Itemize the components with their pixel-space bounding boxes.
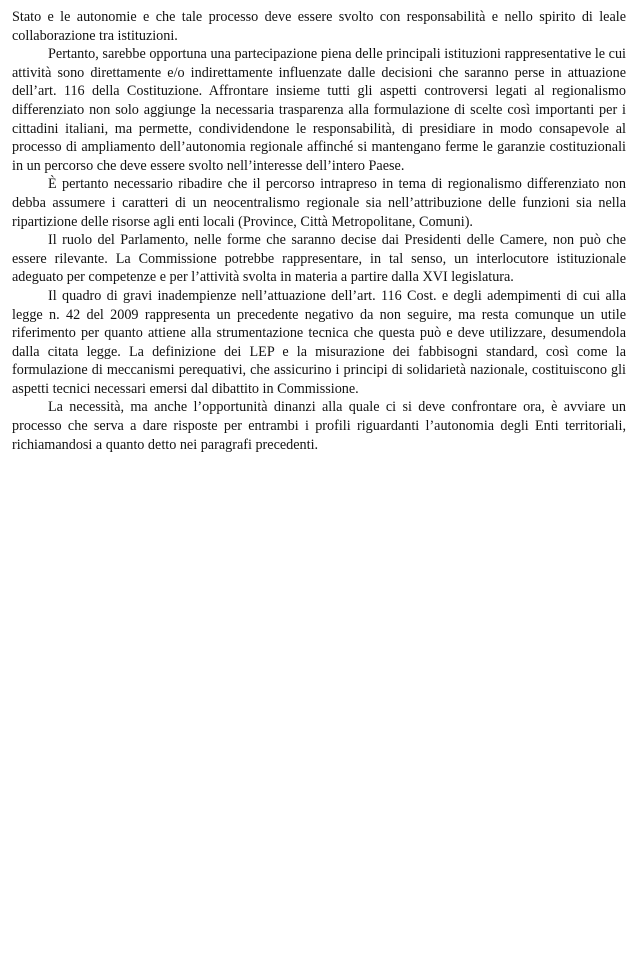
paragraph-5: Il quadro di gravi inadempienze nell’attuazione dell’art. 116 Cost. e degli adempimenti di cui alla legge n. 42 del 2009 rappresenta un precedente negativo da non seguire, ma resta comunque un utile riferimento per quanto attiene alla strumentazione tecnica che questa può e deve utilizzare, desumendola dalla citata legge. La definizione dei LEP e la misurazione dei fabbisogni standard, così come la formulazione di meccanismi perequativi, che assicurino i principi di solidarietà nazionale, costituiscono gli aspetti tecnici necessari emersi dal dibattito in Commissione. [12,287,626,397]
paragraph-1: Stato e le autonomie e che tale processo deve essere svolto con responsabilità e nello spirito di leale collaborazione tra istituzioni. [12,9,626,44]
body-text [12,8,626,454]
paragraph-4: Il ruolo del Parlamento, nelle forme che saranno decise dai Presidenti delle Camere, non può che essere rilevante. La Commissione potrebbe rappresentare, in tal senso, un interlocutore istituzionale adeguato per competenze e per l’attività svolta in materia a partire dalla XVI legislatura. [12,232,626,286]
paragraph-6: La necessità, ma anche l’opportunità dinanzi alla quale ci si deve confrontare ora, è avviare un processo che serva a dare risposte per entrambi i profili riguardanti l’autonomia degli Enti territoriali, richiamandosi a quanto detto nei paragrafi precedenti. [12,399,626,453]
paragraph-3: È pertanto necessario ribadire che il percorso intrapreso in tema di regionalismo differenziato non debba assumere i caratteri di un neocentralismo regionale sia nell’attribuzione delle funzioni sia nella ripartizione delle risorse agli enti locali (Province, Città Metropolitane, Comuni). [12,176,626,230]
paragraph-2: Pertanto, sarebbe opportuna una partecipazione piena delle principali istituzioni rappresentative le cui attività sono direttamente e/o indirettamente influenzate dalle decisioni che saranno perse in attuazione dell’art. 116 della Costituzione. Affrontare insieme tutti gli aspetti controversi legati al regionalismo differenziato non solo aggiunge la necessaria trasparenza alla formulazione di scelte così importanti per i cittadini italiani, ma permette, condividendone le responsabilità, di presidiare in modo consapevole al processo di ampliamento dell’autonomia regionale affinché si mantengano ferme le garanzie costituzionali in un percorso che deve essere svolto nell’interesse dell’intero Paese. [12,46,626,174]
